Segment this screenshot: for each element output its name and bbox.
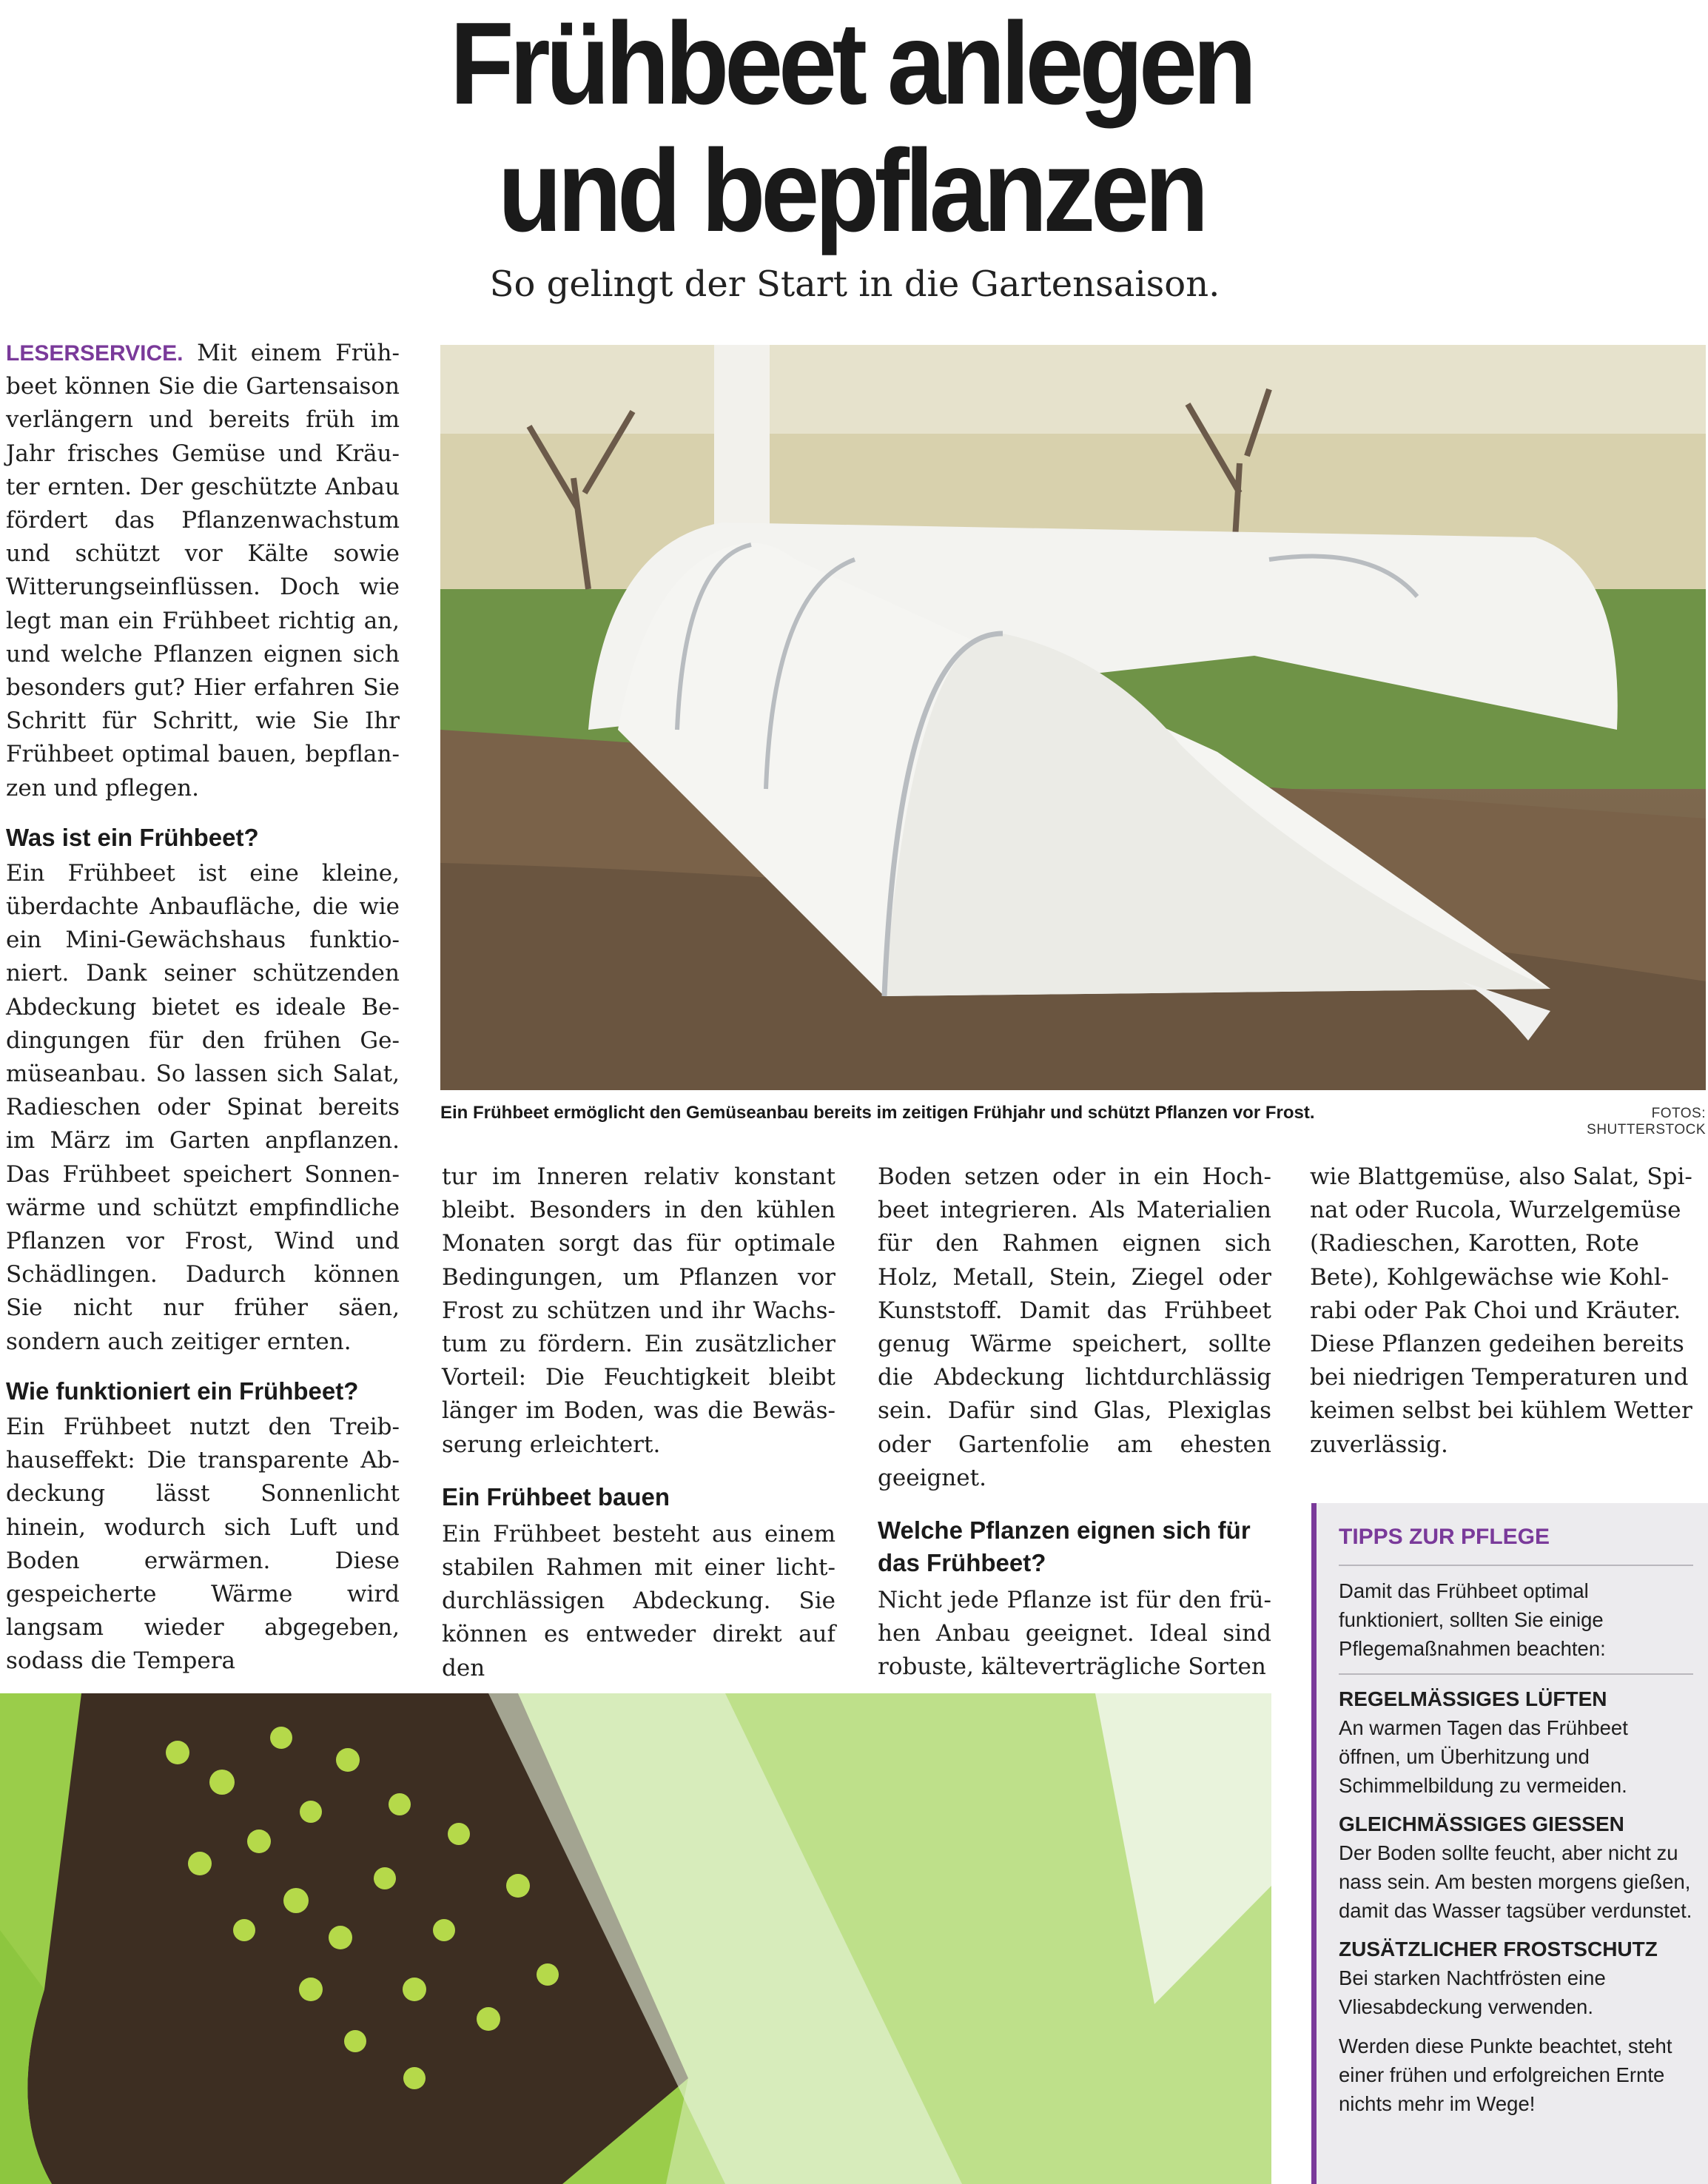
intro-paragraph (6, 337, 400, 805)
tip-item (1339, 1810, 1693, 1925)
tips-outro: Werden diese Punkte beachtet, steht einer frühen und erfolgreichen Ernte nichts mehr im Wege! (1339, 2035, 1672, 2115)
tips-box (1311, 1503, 1708, 2184)
article-column-1 (6, 337, 400, 1679)
heading-was-ist: Was ist ein Frühbeet? (6, 823, 259, 851)
tips-intro: Damit das Frühbeet optimal funktioniert, sollten Sie einige Pflegemaßnahmen beachten: (1339, 1579, 1606, 1660)
seedling-tray-illustration (0, 1693, 1271, 2184)
bauen-paragraph-part-1: Ein Frühbeet besteht aus einem stabilen Rahmen mit einer lichtdurchlässigen Abdeckung. Sie können es entweder direkt auf den (442, 1520, 835, 1681)
article-column-3 (878, 1160, 1271, 1684)
pflanzen-paragraph-part-2: wie Blattgemüse, also Salat, Spinat oder Rucola, Wurzelgemüse (Radieschen, Karotten, Rote Bete), Kohlgewächse wie Kohlrabi oder Pak Choi und Kräuter. Diese Pflanzen gedeihen bereits bei niedrigen Temperaturen und keimen selbst bei kühlem Wetter zuverlässig. (1310, 1163, 1692, 1458)
article-column-4 (1310, 1160, 1704, 1462)
tip-item (1339, 1935, 1693, 2021)
article-headline (352, 0, 1351, 255)
heading-bauen: Ein Frühbeet bauen (442, 1482, 670, 1511)
was-ist-paragraph: Ein Frühbeet ist eine kleine, überdachte Anbaufläche, die wie ein Mini-Gewächshaus funktioniert. Dank seiner schützenden Abdeckung bietet es ideale Bedingungen für den frühen Gemüseanbau. So lassen sich Salat, Radieschen oder Spinat bereits im März im Garten anpflanzen. Das Frühbeet speichert Sonnenwärme und schützt empfindliche Pflanzen vor Frost, Wind und Schädlingen. Dadurch können Sie nicht nur früher säen, sondern auch zeitiger ernten. (6, 859, 400, 1355)
photo-credit: FOTOS: SHUTTERSTOCK (1587, 1106, 1706, 1138)
tunnel-illustration (440, 345, 1706, 1090)
headline-line-2: und bepflanzen (497, 126, 1205, 256)
tip-text: Der Boden sollte feucht, aber nicht zu nass sein. Am besten morgens gießen, damit das Wasser tagsüber verdunstet. (1339, 1841, 1692, 1922)
photo-frühbeet-tunnel (440, 345, 1706, 1090)
tip-heading: REGELMÄSSIGES LÜFTEN (1339, 1687, 1607, 1710)
article-subheadline: So gelingt der Start in die Gartensaison. (489, 263, 1220, 305)
wie-funktioniert-paragraph-part-1: Ein Frühbeet nutzt den Treibhauseffekt: Die transparente Abdeckung lässt Sonnenlicht hinein, wodurch sich Luft und Boden erwärmen. Diese gespeicherte Wärme wird langsam wieder abgegeben, sodass die Tempera (6, 1413, 400, 1675)
bauen-paragraph-part-2: Boden setzen oder in ein Hochbeet integrieren. Als Materialien für den Rahmen eignen sich Holz, Metall, Stein, Ziegel oder Kunststoff. Damit das Frühbeet genug Wärme speichert, sollte die Abdeckung lichtdurchlässig sein. Dafür sind Glas, Plexiglas oder Gartenfolie am ehesten geeignet. (878, 1163, 1271, 1491)
photo-seedling-tray (0, 1693, 1271, 2184)
tip-heading: GLEICHMÄSSIGES GIESSEN (1339, 1812, 1624, 1835)
article-column-2 (442, 1160, 835, 1685)
tip-text: Bei starken Nachtfrösten eine Vliesabdeckung verwenden. (1339, 1966, 1606, 2018)
tips-divider (1339, 1565, 1693, 1566)
tips-title: TIPPS ZUR PFLEGE (1339, 1525, 1550, 1549)
pflanzen-paragraph-part-1: Nicht jede Pflanze ist für den frühen Anbau geeignet. Ideal sind robuste, kälteverträgliche Sorten (878, 1587, 1271, 1681)
intro-kicker: LESERSERVICE. (6, 341, 184, 366)
photo-caption: Ein Frühbeet ermöglicht den Gemüseanbau bereits im zeitigen Frühjahr und schützt Pflanzen vor Frost. (440, 1103, 1315, 1123)
wie-funktioniert-paragraph-part-2: tur im Inneren relativ konstant bleibt. Besonders in den kühlen Monaten sorgt das für optimale Bedingungen, um Pflanzen vor Frost zu schützen und ihr Wachstum zu fördern. Ein zusätzlicher Vorteil: Die Feuchtigkeit bleibt länger im Boden, was die Bewässerung erleichtert. (442, 1163, 835, 1458)
heading-pflanzen: Welche Pflanzen eignen sich für das Frühbeet? (878, 1516, 1251, 1577)
intro-text: Mit einem Frühbeet können Sie die Gartensaison verlängern und bereits früh im Jahr frisches Gemüse und Kräuter ernten. Der geschützte Anbau fördert das Pflanzenwachstum und schützt vor Kälte sowie Witterungseinflüssen. Doch wie legt man ein Frühbeet richtig an, und welche Pflanzen eignen sich besonders gut? Hier erfahren Sie Schritt für Schritt, wie Sie Ihr Frühbeet optimal bauen, bepflanzen und pflegen. (6, 340, 400, 802)
tip-item (1339, 1685, 1693, 1800)
headline-line-1: Frühbeet anlegen (449, 0, 1253, 129)
tips-divider (1339, 1673, 1693, 1675)
tip-text: An warmen Tagen das Frühbeet öffnen, um Überhitzung und Schimmelbildung zu vermeiden. (1339, 1716, 1628, 1797)
tip-heading: ZUSÄTZLICHER FROSTSCHUTZ (1339, 1938, 1658, 1960)
heading-wie-funktioniert: Wie funktioniert ein Frühbeet? (6, 1377, 359, 1405)
